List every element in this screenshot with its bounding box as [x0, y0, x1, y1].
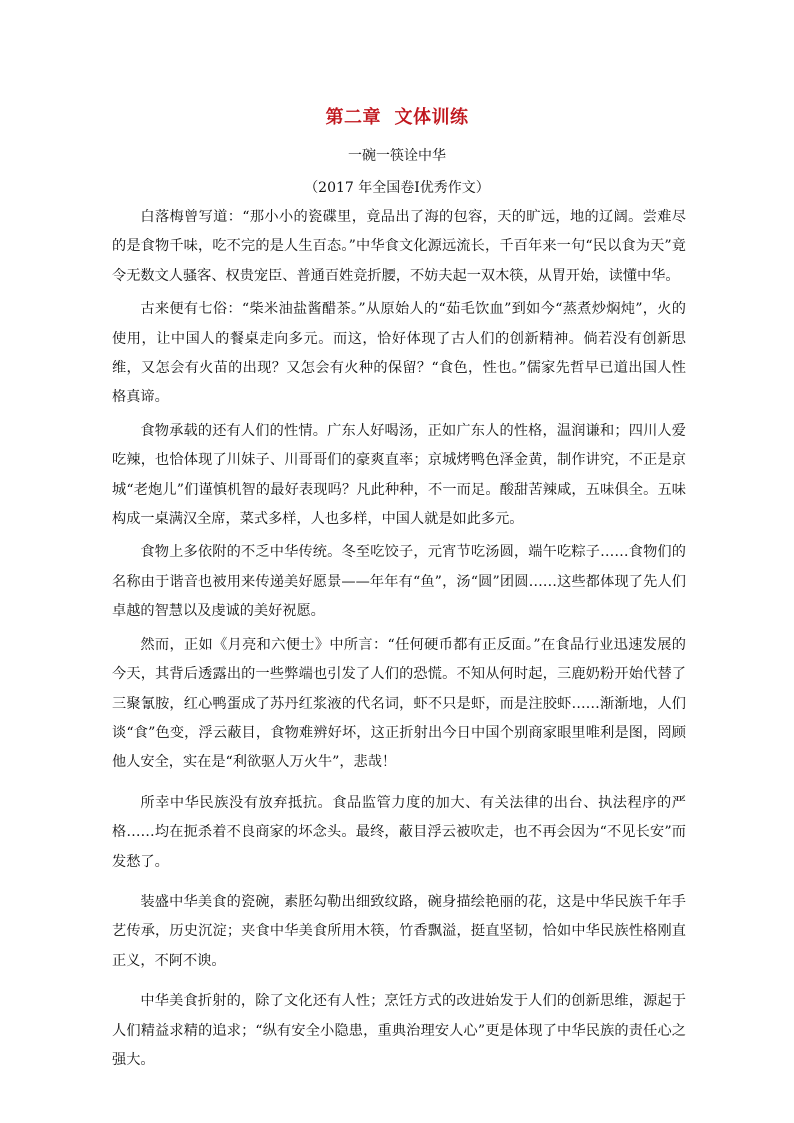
- paragraph: 中华美食折射的，除了文化还有人性；烹饪方式的改进始发于人们的创新思维，源起于人们精益求精的追求；“纵有安全小隐患，重典治理安人心”更是体现了中华民族的责任心之强大。: [112, 993, 686, 1068]
- paragraph: 古来便有七俗：“柴米油盐酱醋茶。”从原始人的“茹毛饮血”到如今“蒸煮炒焖炖”，火的使用，让中国人的餐桌走向多元。而这，恰好体现了古人们的创新精神。倘若没有创新思维，又怎会有火苗的出现？又怎会有火种的保留？“食色，性也。”儒家先哲早已道出国人性格真谛。: [112, 301, 686, 406]
- essay-title: 一碗一筷诠中华: [348, 148, 446, 164]
- paragraph: 白落梅曾写道：“那小小的瓷碟里，竟品出了海的包容，天的旷远，地的辽阔。尝难尽的是食物千味，吃不完的是人生百态。”中华食文化源远流长，千百年来一句“民以食为天”竟令无数文人骚客、权贵宠臣、普通百姓竞折腰，不妨夫起一双木筷，从胃开始，读懂中华。: [112, 209, 686, 284]
- paragraph: 食物上多依附的不乏中华传统。冬至吃饺子，元宵节吃汤圆，端午吃粽子……食物们的名称由于谐音也被用来传递美好愿景——年年有“鱼”，汤“圆”团圆……这些都体现了先人们卓越的智慧以及虔诚的美好祝愿。: [112, 544, 686, 620]
- essay-source: （2017 年全国卷Ⅰ优秀作文）: [304, 180, 490, 196]
- chapter-title: 第二章 文体训练: [325, 107, 469, 128]
- paragraph: 所幸中华民族没有放弃抵抗。食品监管力度的加大、有关法律的出台、执法程序的严格……均在扼杀着不良商家的坏念头。最终，蔽目浮云被吹走，也不再会因为“不见长安”而发愁了。: [112, 794, 686, 870]
- paragraph: 食物承载的还有人们的性情。广东人好喝汤，正如广东人的性格，温润谦和；四川人爱吃辣，也恰体现了川妹子、川哥哥们的豪爽直率；京城烤鸭色泽金黄，制作讲究，不正是京城“老炮儿”们谨慎机智的最好表现吗？凡此种种，不一而足。酸甜苦辣咸，五味俱全。五味构成一桌满汉全席，菜式多样，人也多样，中国人就是如此多元。: [112, 422, 686, 528]
- essay-body: [112, 203, 686, 1075]
- paragraph: 装盛中华美食的瓷碗，素胚勾勒出细致纹路，碗身描绘艳丽的花，这是中华民族千年手艺传承，历史沉淀；夹食中华美食所用木筷，竹香飘溢，挺直坚韧，恰如中华民族性格刚直正义，不阿不谀。: [112, 893, 686, 969]
- paragraph: 然而，正如《月亮和六便士》中所言：“任何硬币都有正反面。”在食品行业迅速发展的今天，其背后透露出的一些弊端也引发了人们的恐慌。不知从何时起，三鹿奶粉开始代替了三聚氰胺，红心鸭蛋成了苏丹红浆液的代名词，虾不只是虾，而是注胶虾……渐渐地，人们谈“食”色变，浮云蔽目，食物难辨好坏，这正折射出今日中国个别商家眼里唯利是图，罔顾他人安全，实在是“利欲驱人万火牛”，悲哉！: [112, 636, 686, 771]
